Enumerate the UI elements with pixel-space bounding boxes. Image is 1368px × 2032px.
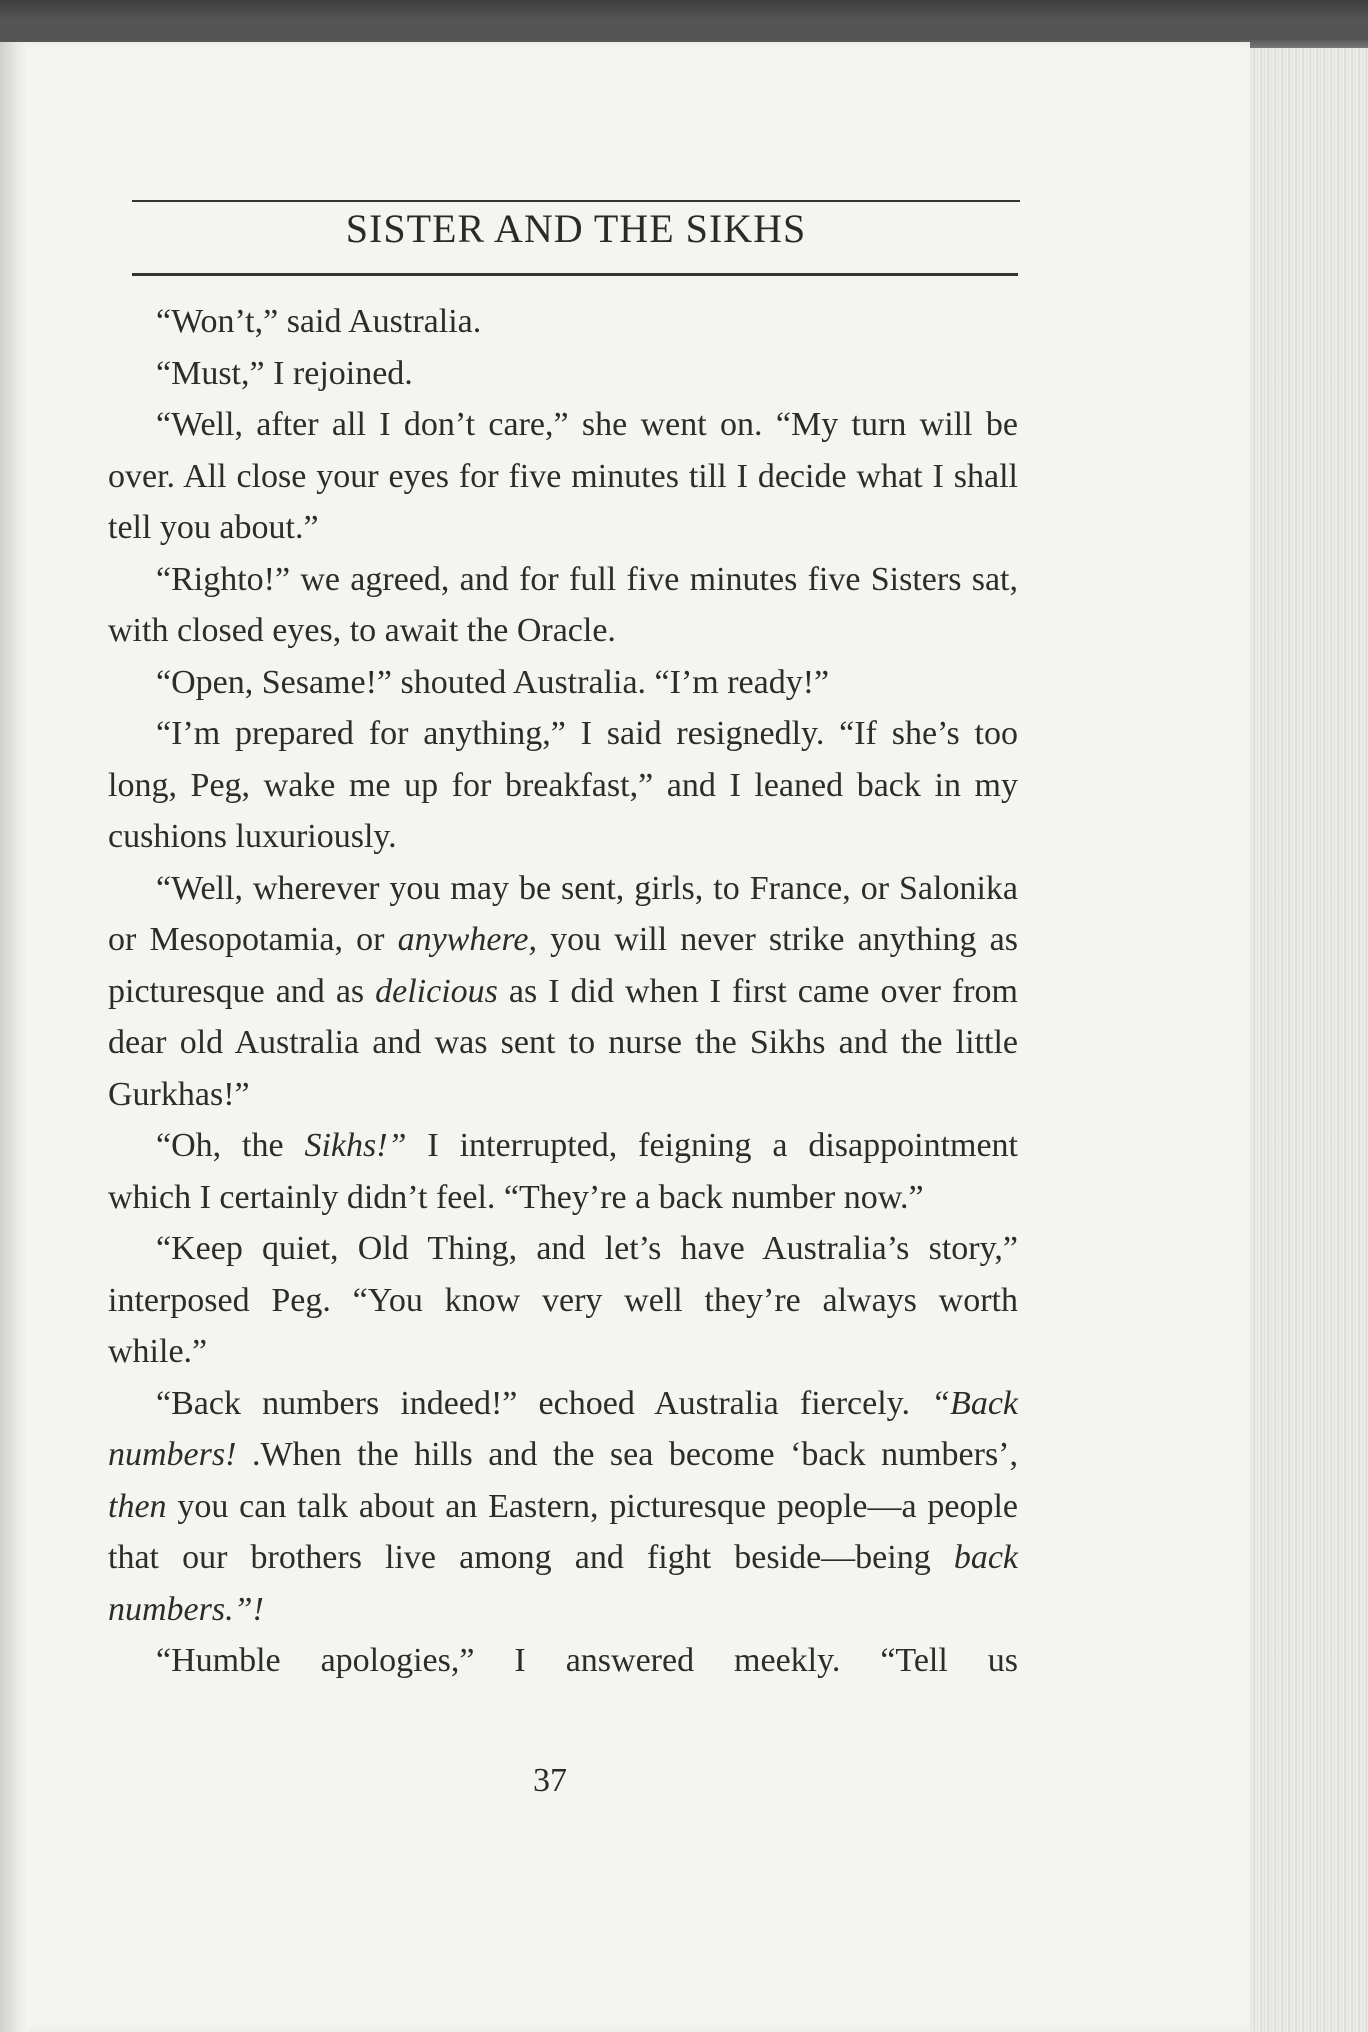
running-head: SISTER AND THE SIKHS [345,206,807,251]
text-run: “Back numbers indeed!” echoed Australia fiercely. [156,1384,932,1422]
page-number: 37 [533,1762,567,1799]
paragraph [108,708,1018,863]
text-run: “Won’t,” said Australia. [156,303,482,340]
paragraph [108,554,1018,657]
italic-text-run: then [108,1487,167,1525]
text-run: “Oh, the [156,1127,305,1164]
paragraph [108,1378,1018,1636]
text-run: “Open, Sesame!” shouted Australia. “I’m ready!” [156,663,830,701]
text-run: you will never strike anything as picturesque and as [108,921,1018,1010]
italic-text-run: back numbers.”! [108,1539,1018,1628]
body-text [108,296,1018,1687]
text-run: “Must,” I rejoined. [156,354,413,392]
header-rule-bottom [132,273,1018,276]
header-rule-top [132,200,1020,202]
italic-text-run: Sikhs!” [304,1127,407,1164]
paragraph [108,1635,1018,1687]
text-run: I interrupted, feigning a disappointment which I certainly didn’t feel. “They’re a back number now.” [108,1127,1018,1216]
paragraph [108,863,1018,1121]
paragraph [108,1120,1018,1223]
text-run: “I’m prepared for anything,” I said resignedly. “If she’s too long, Peg, wake me up for breakfast,” and I leaned back in my cushions luxuriously. [108,715,1018,855]
paragraph [108,296,1018,348]
text-run: as I did when I first came over from dear old Australia and was sent to nurse the Sikhs and the little Gurkhas!” [108,972,1018,1113]
text-run: “Humble apologies,” I answered meekly. “Tell us [156,1642,1018,1679]
paragraph [108,348,1018,400]
text-run: “Rightо!” we agreed, and for full five minutes five Sisters sat, with closed eyes, to await the Oracle. [108,560,1018,649]
paragraph [108,1223,1018,1378]
italic-text-run: delicious [375,972,498,1010]
text-run: “Keep quiet, Old Thing, and let’s have Australia’s story,” interposed Peg. “You know very well they’re always worth while.” [108,1230,1018,1370]
text-run: you can talk about an Eastern, picturesque people—a people that our brothers live among and fight beside—being [108,1487,1018,1576]
page-gutter [0,42,28,2032]
italic-text-run: anywhere, [397,921,538,958]
text-run: “Well, after all I don’t care,” she went on. “My turn will be over. All close your eyes for five minutes till I decide what I shall tell you about.” [108,406,1018,546]
paragraph [108,657,1018,709]
paragraph [108,399,1018,554]
text-run: .When the hills and the sea become ‘back numbers’, [236,1436,1018,1473]
book-fore-edge [1240,48,1368,2032]
italic-text-run: “Back numbers! [108,1384,1018,1473]
text-run: “Well, wherever you may be sent, girls, to France, or Salonika or Mesopotamia, or [108,869,1018,958]
